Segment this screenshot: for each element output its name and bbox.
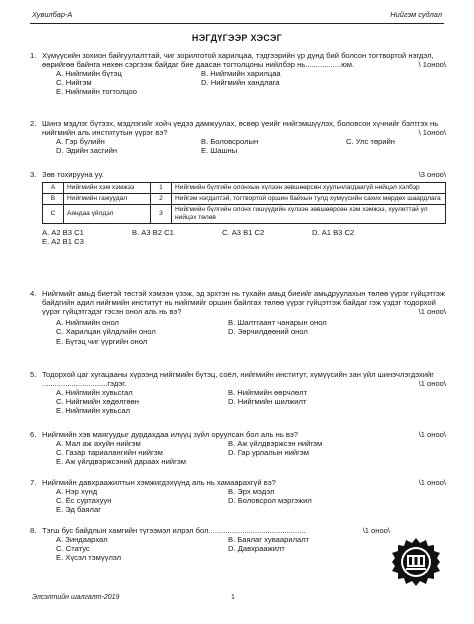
option-a[interactable]: А. А2 В3 С1 [42, 227, 84, 237]
footer-exam-name: Элсэлтийн шалгалт-2019 [32, 594, 120, 601]
option-c[interactable]: С. Статус [56, 544, 90, 554]
answer-options [56, 439, 446, 466]
question-text: Нийгмийг амьд биетэй төстэй хэмээн үзэж, эд эрхтэн нь тухайн амьд биеийг амьдруулахын төлөө үүрэг гүйцэтгэж байдгийн адил нийгмийн институт нь нийгмийг оршин байлгах төлөө үүрэг гүйцэтгэж байдаг гэж үздэг тодорхой үүрэг гүйцэтгэдэг гэсэн онол аль нь вэ? [42, 289, 445, 317]
question-number: 1. [30, 51, 37, 60]
row-term: Аяндаа үйлдэл [64, 204, 151, 223]
option-b[interactable]: В. А3 В2 С1 [132, 227, 174, 237]
option-a[interactable]: А. Мал аж ахуйн нийгэм [56, 439, 141, 449]
question-points: \ 1оноо\ [418, 128, 446, 138]
option-b[interactable]: В. Шалтгаант чанарын онол [228, 318, 327, 328]
question-number: 4. [30, 289, 37, 298]
option-e[interactable]: Е. Хүсэл тэмүүлэл [56, 553, 122, 563]
university-seal-icon [392, 538, 440, 586]
option-c[interactable]: С. Газар тариалангийн нийгэм [56, 448, 163, 458]
option-d[interactable]: D. Эдийн засгийн [56, 146, 118, 156]
option-a[interactable]: А. Нийгмийн хувьсгал [56, 388, 133, 398]
question-6-text-block [30, 430, 446, 439]
question-text: Нийгмийн хэв маягуудыг дурдахдаа илүүц зүйл оруулсан бол аль нь вэ? [42, 430, 299, 439]
option-c[interactable]: С. А3 В1 С2 [222, 227, 265, 237]
page-number: 1 [231, 594, 235, 601]
option-b[interactable]: В. Нийгмийн харилцаа [201, 69, 281, 79]
option-e[interactable]: Е. Шашны [201, 146, 238, 156]
option-c[interactable]: С. Нийгмийн хөдөлгөөн [56, 397, 139, 407]
question-points: \1 оноо\ [362, 526, 390, 535]
option-a[interactable]: А. Зиндаархал [56, 535, 108, 545]
option-e[interactable]: Е. Аж үйлдвэржсэний дараах нийгэм [56, 457, 186, 467]
option-d[interactable]: D. Гар урлалын нийгэм [228, 448, 310, 458]
option-d[interactable]: D. Боловсрол мэргэжил [228, 496, 312, 506]
question-points: \3 оноо\ [418, 170, 446, 179]
option-d[interactable]: D. Нийгмийн шилжилт [228, 397, 307, 407]
row-letter: С [43, 204, 64, 223]
table-row [43, 204, 446, 223]
question-1 [30, 51, 446, 97]
row-number: 3 [151, 204, 172, 223]
question-4-text-block [30, 289, 446, 316]
question-points: \ 1оноо\ [418, 60, 446, 70]
option-a[interactable]: А. Нийгмийн бүтэц [56, 69, 122, 79]
question-text: Тодорхой цаг хугацааны хүрээнд нийгмийн бүтэц, соёл, нийгмийн институт, хүмүүсийн зан үйл шинэчлэгдэхийг ...............................гэдэг. [42, 370, 435, 389]
question-number: 2. [30, 119, 37, 128]
row-number: 2 [151, 194, 172, 205]
question-2-text-block [30, 119, 446, 137]
question-5-text-block [30, 370, 446, 388]
answer-options [56, 535, 390, 562]
option-c[interactable]: С. Улс төрийн [346, 137, 395, 147]
option-a[interactable]: А. Нийгмийн онол [56, 318, 119, 328]
answer-options [56, 69, 446, 96]
question-number: 6. [30, 430, 37, 439]
question-points: \1 оноо\ [418, 430, 446, 439]
question-text: Нийгмийн давхраажилтын хэмжигдэхүүнд аль нь хамаарахгүй вэ? [42, 478, 276, 487]
option-e[interactable]: Е. Нийгмийн тогтолцоо [56, 87, 138, 97]
question-8-text-block [30, 526, 390, 535]
matching-table [42, 182, 446, 224]
question-text: Тэгш бус байдлын хамгийн түгээмэл илрэл бол.............................................. [42, 526, 306, 535]
row-term: Нийгмийн гажуудал [64, 194, 151, 205]
option-b[interactable]: В. Нийгмийн өөрчлөлт [228, 388, 308, 398]
question-3-text-block [30, 170, 446, 179]
option-b[interactable]: В. Баялаг хуваарилалт [228, 535, 310, 545]
row-description: Нийгмийн бүлгийн олонх гишүүдийн хүлээн зөвшөөрсөн хэм хэмжээ, хуулиттай ул нийцэх төлөв [172, 204, 446, 223]
question-number: 5. [30, 370, 37, 379]
table-row [43, 183, 446, 194]
option-e[interactable]: Е. А2 В1 С3 [42, 236, 84, 246]
question-points: \1 оноо\ [418, 379, 446, 389]
option-b[interactable]: В. Боловсролын [201, 137, 259, 147]
question-6 [30, 430, 446, 466]
row-description: Нийгмийн бүлгийн олонхын хүлээн зөвшөөрсөн хуульчлагдаагүй нийцэл хэлбэр [172, 183, 446, 194]
question-number: 8. [30, 526, 37, 535]
question-number: 3. [30, 170, 37, 179]
variant-label: Хувилбар-А [32, 10, 73, 19]
answer-options [56, 388, 446, 415]
row-letter: А [43, 183, 64, 194]
question-3 [30, 170, 446, 246]
question-2 [30, 119, 446, 155]
option-b[interactable]: В. Аж үйлдвэржсэн нийгэм [228, 439, 323, 449]
option-d[interactable]: D. Нийгмийн хандлага [201, 78, 280, 88]
option-b[interactable]: В. Эрх мэдэл [228, 487, 275, 497]
question-5 [30, 370, 446, 416]
option-c[interactable]: С. Нийгэм [56, 78, 92, 88]
table-row [43, 194, 446, 205]
row-letter: В [43, 194, 64, 205]
section-title: НЭГДҮГЭЭР ХЭСЭГ [191, 33, 283, 43]
question-text: Хүмүүсийн зохион байгуулалттай, чиг зорилготой харилцаа, тэдгээрийн үр дүнд бий болсон тогтвортой нэгдэл, өөрийгөө байнга нөхөн сэргээж байдаг бие даасан тогтолцоны нийлбэр нь.................юм. [42, 51, 434, 70]
option-e[interactable]: Е. Нийгмийн хувьсал [56, 406, 131, 416]
question-4 [30, 289, 446, 346]
question-8 [30, 526, 390, 562]
option-e[interactable]: Е. Бүтэц чиг үүргийн онол [56, 336, 148, 346]
answer-options [56, 137, 446, 155]
row-number: 1 [151, 183, 172, 194]
question-1-text-block [30, 51, 446, 69]
question-number: 7. [30, 478, 37, 487]
option-c[interactable]: С. Харилцан үйлдлийн онол [56, 327, 156, 337]
row-description: Нийгэм нэгдэлтэй, тогтвортой оршин байхын тулд хүмүүсийн сахих мөрдөх шаардлага [172, 194, 446, 205]
answer-options [56, 318, 446, 345]
header-divider [30, 23, 444, 24]
row-term: Нийгмийн хэм хэмжээ [64, 183, 151, 194]
question-text: Зөв тохирууна уу. [42, 170, 104, 179]
option-a[interactable]: А. Нэр хүнд [56, 487, 98, 497]
answer-options [42, 228, 446, 246]
option-d[interactable]: D. Зөрчилдөөний онол [228, 327, 308, 337]
option-d[interactable]: D. А1 В3 С2 [312, 227, 355, 237]
answer-options [56, 487, 446, 514]
subject-label: Нийгэм судлал [390, 10, 442, 19]
question-text: Шинэ мэдлэг бүтээх, мэдлэгийг хойч үедээ дамжуулах, өсвөр үеийг нийгэмшүүлэх, боловсон хүчнийг бэлтгэх нь нийгмийн аль институтын үүрэг вэ? [42, 119, 439, 138]
question-7-text-block [30, 478, 446, 487]
question-points: \1 оноо\ [418, 478, 446, 487]
option-c[interactable]: С. Ёс суртахуун [56, 496, 112, 506]
option-a[interactable]: А. Гэр бүлийн [56, 137, 105, 147]
option-e[interactable]: Е. Эд баялаг [56, 505, 101, 515]
question-7 [30, 478, 446, 514]
option-d[interactable]: D. Давхраажилт [228, 544, 285, 554]
question-points: \1 оноо\ [418, 307, 446, 317]
